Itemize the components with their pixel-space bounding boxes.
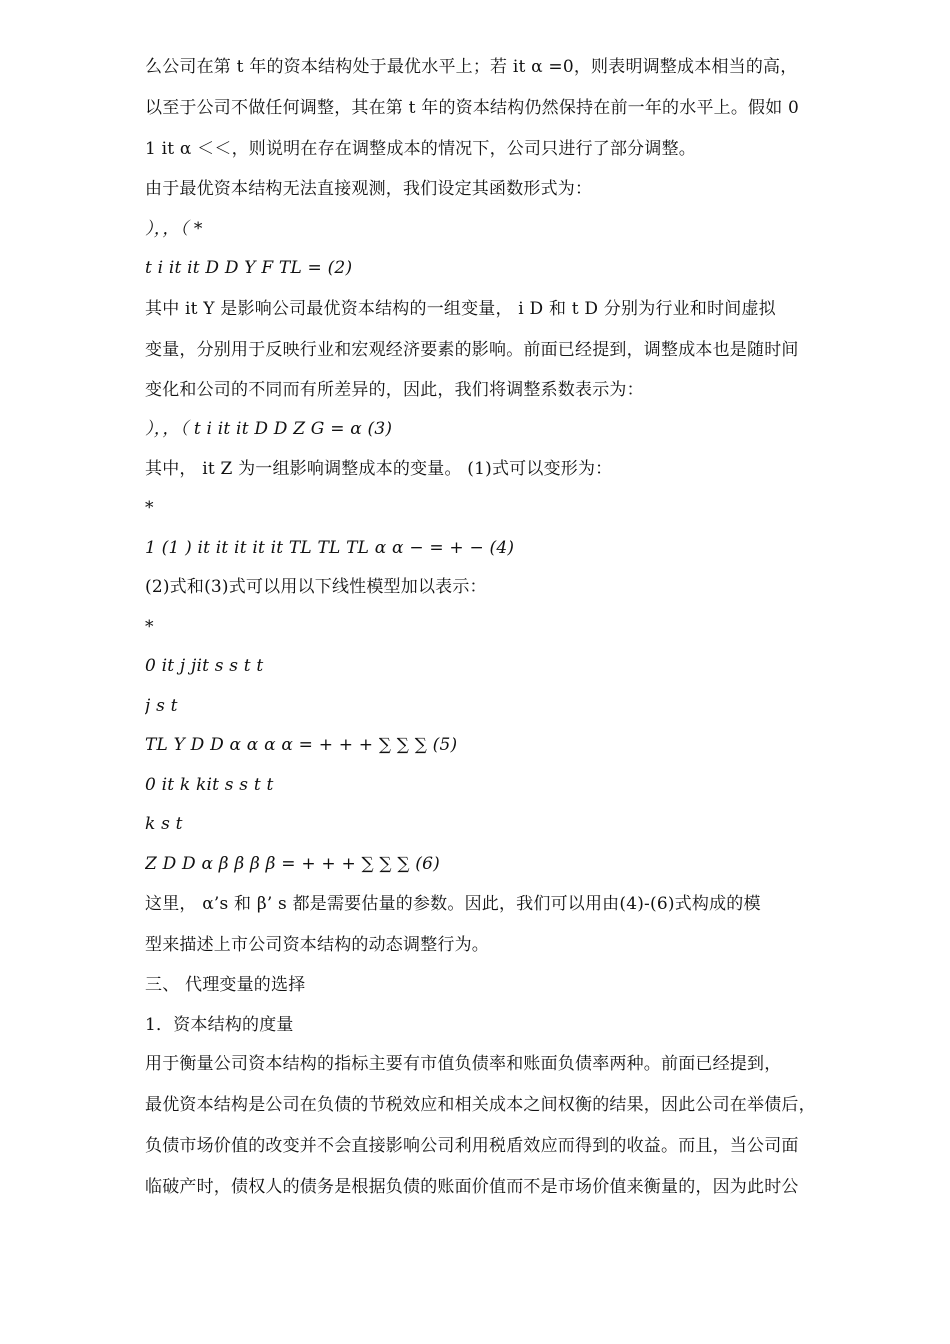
text-line: 变量，分别用于反映行业和宏观经济要素的影响。前面已经提到，调整成本也是随时间 — [145, 339, 799, 360]
formula-line: k s t — [145, 814, 183, 834]
section-heading: 三、 代理变量的选择 — [145, 975, 306, 995]
text-line: 这里， α’s 和 β’ s 都是需要估量的参数。因此，我们可以用由(4)-(6)式构成的模 — [145, 894, 761, 914]
text-line: (2)式和(3)式可以用以下线性模型加以表示： — [145, 577, 487, 597]
text-line: 变化和公司的不同而有所差异的，因此，我们将调整系数表示为： — [145, 379, 644, 400]
formula-line: ），，（ t i it it D D Z G = α (3) — [145, 419, 393, 439]
formula-line: TL Y D D α α α α = + + + ∑ ∑ ∑ (5) — [145, 735, 458, 755]
text-line: 用于衡量公司资本结构的指标主要有市值负债率和账面负债率两种。前面已经提到， — [145, 1054, 782, 1074]
text-line: 么公司在第 t 年的资本结构处于最优水平上；若 it α =0，则表明调整成本相当的高， — [145, 57, 798, 77]
text-line: 其中， it Z 为一组影响调整成本的变量。 (1)式可以变形为： — [145, 458, 613, 479]
formula-line: 0 it j jit s s t t — [145, 656, 264, 676]
subsection-heading: 1．资本结构的度量 — [145, 1014, 294, 1035]
text-line: 其中 it Y 是影响公司最优资本结构的一组变量， i D 和 t D 分别为行业和时间虚拟 — [145, 298, 776, 319]
formula-line: * — [145, 498, 154, 518]
formula-line: t i it it D D Y F TL = (2) — [145, 258, 353, 278]
text-line: 负债市场价值的改变并不会直接影响公司利用税盾效应而得到的收益。而且，当公司面 — [145, 1135, 799, 1156]
document-page — [145, 47, 885, 1208]
formula-line: j s t — [145, 695, 178, 716]
text-line: 以至于公司不做任何调整，其在第 t 年的资本结构仍然保持在前一年的水平上。假如 0 — [145, 98, 800, 118]
text-line: 1 it α ＜＜，则说明在存在调整成本的情况下，公司只进行了部分调整。 — [145, 139, 696, 159]
text-line: 临破产时，债权人的债务是根据负债的账面价值而不是市场价值来衡量的，因为此时公 — [145, 1176, 799, 1197]
formula-line: ），，（ * — [145, 218, 203, 239]
text-line: 由于最优资本结构无法直接观测，我们设定其函数形式为： — [145, 179, 593, 199]
text-line: 最优资本结构是公司在负债的节税效应和相关成本之间权衡的结果，因此公司在举债后， — [145, 1094, 816, 1115]
formula-line: * — [145, 616, 154, 637]
formula-line: Z D D α β β β β = + + + ∑ ∑ ∑ (6) — [145, 853, 440, 874]
text-line: 型来描述上市公司资本结构的动态调整行为。 — [145, 935, 489, 955]
formula-line: 1 (1 ) it it it it it TL TL TL α α − = + − (4) — [145, 537, 515, 558]
formula-line: 0 it k kit s s t t — [145, 774, 274, 795]
